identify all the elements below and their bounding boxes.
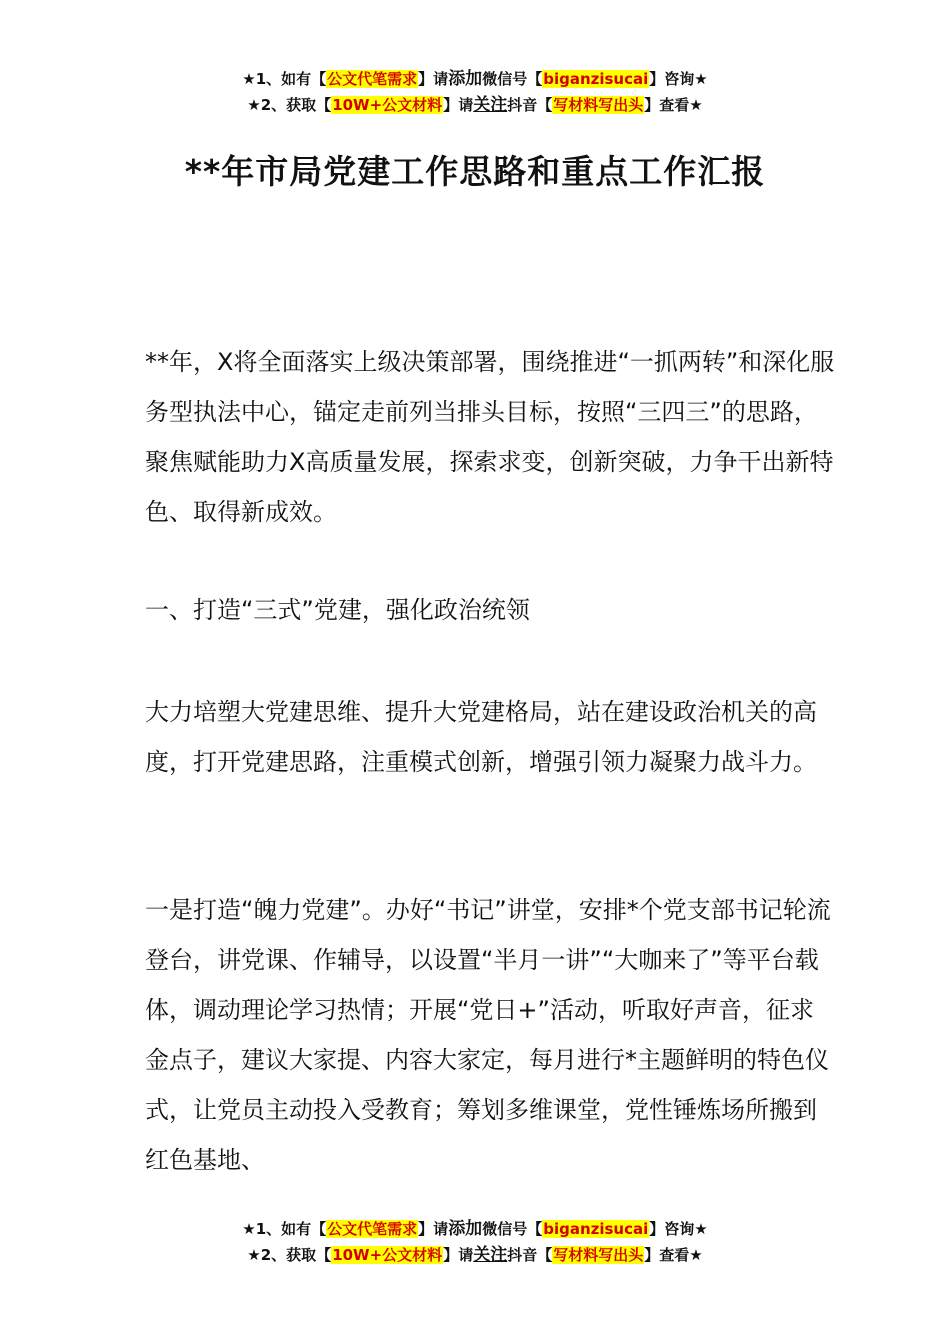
promo-banner-top bbox=[0, 66, 950, 118]
promo-text: ★1、如有【 bbox=[242, 1220, 327, 1238]
promo-text: 微信号【 bbox=[482, 70, 543, 88]
promo-highlight: biganzisucai bbox=[543, 70, 649, 88]
promo-text: 】请 bbox=[443, 96, 474, 114]
promo-text: 抖音【 bbox=[507, 96, 553, 114]
body-paragraph-intro bbox=[145, 337, 835, 537]
promo-text: 】查看★ bbox=[644, 1246, 703, 1264]
promo-text: 】查看★ bbox=[644, 96, 703, 114]
body-paragraph bbox=[145, 885, 835, 1185]
promo-text: 】请 bbox=[418, 70, 449, 88]
promo-emphasis: 添加 bbox=[448, 1219, 483, 1239]
promo-text: 】咨询★ bbox=[649, 70, 708, 88]
paragraph-text: **年，X将全面落实上级决策部署，围绕推进“一抓两转”和深化服务型执法中心，锚定走前列当排头目标，按照“三四三”的思路，聚焦赋能助力X高质量发展，探索求变，创新突破，力争干出新特色、取得新成效。 bbox=[145, 348, 835, 526]
promo-highlight: biganzisucai bbox=[543, 1220, 649, 1238]
paragraph-text: 一是打造“魄力党建”。办好“书记”讲堂，安排*个党支部书记轮流登台，讲党课、作辅导，以设置“半月一讲”“大咖来了”等平台载体，调动理论学习热情；开展“党日+”活动，听取好声音，征求金点子，建议大家提、内容大家定，每月进行*主题鲜明的特色仪式，让党员主动投入受教育；筹划多维课堂，党性锤炼场所搬到红色基地、 bbox=[145, 896, 831, 1174]
promo-line-1 bbox=[0, 66, 950, 92]
promo-highlight: 写材料写出头 bbox=[553, 96, 644, 114]
promo-emphasis: 关注 bbox=[473, 95, 508, 115]
promo-highlight: 10W+公文材料 bbox=[332, 1246, 443, 1264]
promo-emphasis: 添加 bbox=[448, 69, 483, 89]
promo-highlight: 公文代笔需求 bbox=[327, 1220, 418, 1238]
promo-text: 抖音【 bbox=[507, 1246, 553, 1264]
promo-text: 】请 bbox=[443, 1246, 474, 1264]
section-heading bbox=[145, 585, 835, 635]
promo-highlight: 10W+公文材料 bbox=[332, 96, 443, 114]
promo-text: 】咨询★ bbox=[649, 1220, 708, 1238]
promo-text: 】请 bbox=[418, 1220, 449, 1238]
promo-emphasis: 关注 bbox=[473, 1245, 508, 1265]
promo-line-2 bbox=[0, 92, 950, 118]
promo-text: ★2、获取【 bbox=[247, 1246, 332, 1264]
promo-text: ★2、获取【 bbox=[247, 96, 332, 114]
heading-text: 一、打造“三式”党建，强化政治统领 bbox=[145, 596, 530, 624]
promo-text: ★1、如有【 bbox=[242, 70, 327, 88]
promo-line-2 bbox=[0, 1242, 950, 1268]
promo-highlight: 公文代笔需求 bbox=[327, 70, 418, 88]
body-paragraph bbox=[145, 687, 835, 787]
promo-highlight: 写材料写出头 bbox=[553, 1246, 644, 1264]
promo-text: 微信号【 bbox=[482, 1220, 543, 1238]
promo-line-1 bbox=[0, 1216, 950, 1242]
document-title: **年市局党建工作思路和重点工作汇报 bbox=[184, 152, 766, 191]
promo-banner-bottom bbox=[0, 1216, 950, 1268]
paragraph-text: 大力培塑大党建思维、提升大党建格局，站在建设政治机关的高度，打开党建思路，注重模式创新，增强引领力凝聚力战斗力。 bbox=[145, 698, 817, 776]
